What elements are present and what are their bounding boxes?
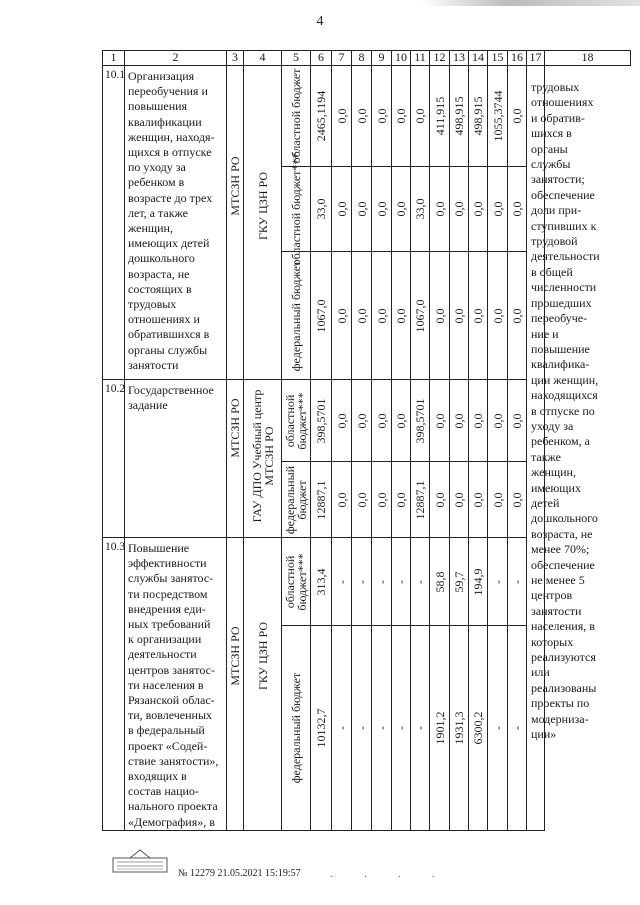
text-line: «Демография», в	[128, 814, 215, 829]
row-name	[125, 66, 227, 380]
value-cell: 2465,1194	[311, 66, 332, 167]
text-line: детей	[531, 495, 560, 510]
text-line: находящихся	[531, 388, 598, 403]
executor-cell: МТСЗН РО	[227, 538, 244, 831]
text-line: переобуче-	[531, 311, 588, 326]
value-cell: -	[488, 626, 508, 831]
text-line: повышения	[128, 99, 188, 114]
text-line: ние и	[531, 326, 559, 341]
value-cell: 0,0	[488, 380, 508, 462]
value-cell: 0,0	[392, 252, 411, 380]
value-cell: 398,5701	[411, 380, 430, 462]
text-line: внедрения еди-	[128, 601, 206, 616]
text-line: центров	[531, 588, 573, 603]
value-cell: 6300,2	[469, 626, 488, 831]
text-line: Организация	[128, 69, 195, 83]
text-line: доли при-	[531, 203, 582, 218]
row-name	[125, 380, 227, 538]
header-cell-6: 6	[311, 51, 332, 66]
text-line: переобучения и	[128, 84, 208, 99]
text-line: численности	[531, 280, 597, 295]
value-cell: 12887,1	[311, 462, 332, 538]
value-cell: 0,0	[469, 252, 488, 380]
value-cell: -	[332, 626, 352, 831]
header-cell-15: 15	[488, 51, 508, 66]
value-cell: -	[392, 626, 411, 831]
text-line: проекты по	[531, 696, 590, 711]
scan-artifact	[420, 0, 640, 6]
value-cell: -	[392, 538, 411, 626]
text-line: реализованы	[531, 680, 597, 695]
executor-cell: МТСЗН РО	[227, 380, 244, 538]
value-cell: 0,0	[508, 380, 527, 462]
value-cell: 0,0	[430, 252, 450, 380]
source-cell: областной бюджет***	[282, 167, 311, 252]
value-cell: 498,915	[450, 66, 469, 167]
text-line: квалифика-	[531, 357, 590, 372]
text-line: центров занятос-	[128, 662, 215, 677]
value-cell: -	[411, 626, 430, 831]
value-cell: 0,0	[372, 167, 392, 252]
header-cell-7: 7	[332, 51, 352, 66]
value-cell: 1901,2	[430, 626, 450, 831]
header-cell-9: 9	[372, 51, 392, 66]
header-cell-1: 1	[103, 51, 125, 66]
value-cell: 398,5701	[311, 380, 332, 462]
text-line: трудовых	[128, 297, 177, 312]
value-cell: 0,0	[469, 462, 488, 538]
header-cell-13: 13	[450, 51, 469, 66]
value-cell: 0,0	[392, 66, 411, 167]
text-line: женщин,	[531, 465, 576, 480]
text-line: службы	[531, 157, 571, 172]
value-cell: 10132,7	[311, 626, 332, 831]
text-line: деятельности	[531, 249, 600, 264]
text-line: уходу за	[531, 418, 574, 433]
value-cell: 1067,0	[311, 252, 332, 380]
value-cell: 33,0	[411, 167, 430, 252]
value-cell: 0,0	[392, 380, 411, 462]
text-line: занятости;	[531, 172, 585, 187]
value-cell: 0,0	[508, 167, 527, 252]
text-line: входящих в	[128, 769, 187, 784]
performer-line: МТСЗН РО	[261, 426, 276, 486]
source-cell: областной бюджет***	[282, 380, 311, 462]
header-cell-17: 17	[527, 51, 545, 66]
value-cell: 0,0	[372, 462, 392, 538]
value-cell: 0,0	[332, 462, 352, 538]
text-line: реализуются	[531, 650, 596, 665]
text-line: возрасте до трех	[128, 190, 213, 205]
value-cell: 0,0	[450, 462, 469, 538]
header-cell-4: 4	[244, 51, 282, 66]
source-cell: областной бюджет	[282, 66, 311, 167]
text-line: службы занятос-	[128, 571, 214, 586]
text-line: имеющих	[531, 480, 581, 495]
value-cell: 498,915	[469, 66, 488, 167]
source-cell: федеральный бюджет	[282, 252, 311, 380]
program-table	[102, 50, 631, 831]
value-cell: 0,0	[392, 462, 411, 538]
performer-cell	[244, 380, 282, 538]
row-10-1-sub-a	[103, 66, 631, 167]
text-line: лет, а также	[128, 205, 188, 220]
value-cell: -	[332, 538, 352, 626]
value-cell: 0,0	[508, 252, 527, 380]
value-cell: 0,0	[488, 252, 508, 380]
text-line: ных требований	[128, 617, 211, 632]
value-cell: 59,7	[450, 538, 469, 626]
value-cell: -	[352, 538, 372, 626]
value-cell: 0,0	[352, 167, 372, 252]
value-cell: 0,0	[430, 462, 450, 538]
text-line: дошкольного	[128, 251, 195, 266]
header-row	[103, 51, 631, 66]
expected-result-cell	[527, 66, 600, 831]
text-line: Повышение	[128, 541, 190, 555]
text-line: занятости	[531, 603, 582, 618]
text-line: задание	[128, 398, 168, 413]
text-line: Государственное	[128, 383, 214, 397]
value-cell: 0,0	[469, 167, 488, 252]
text-line: женщин,	[128, 221, 173, 236]
value-cell: 0,0	[450, 380, 469, 462]
value-cell: 313,4	[311, 538, 332, 626]
text-line: трудовой	[531, 234, 578, 249]
text-line: трудовых	[531, 80, 580, 94]
value-cell: -	[488, 538, 508, 626]
header-cell-12: 12	[430, 51, 450, 66]
text-line: или	[531, 665, 550, 680]
value-cell: 0,0	[392, 167, 411, 252]
value-cell: 1055,3744	[488, 66, 508, 167]
value-cell: 0,0	[372, 66, 392, 167]
value-cell: 1067,0	[411, 252, 430, 380]
text-line: в общей	[531, 264, 573, 279]
text-line: ции женщин,	[531, 372, 599, 387]
header-cell-3: 3	[227, 51, 244, 66]
value-cell: 0,0	[488, 462, 508, 538]
value-cell: 0,0	[488, 167, 508, 252]
header-cell-11: 11	[411, 51, 430, 66]
header-cell-18: 18	[545, 51, 631, 66]
row-number: 10.2	[103, 380, 125, 538]
text-line: ребенком в	[128, 175, 185, 190]
text-line: и обратив-	[531, 110, 585, 125]
performer-cell: ГКУ ЦЗН РО	[244, 538, 282, 831]
value-cell: 0,0	[430, 380, 450, 462]
text-line: менее 70%;	[531, 542, 590, 557]
text-line: дошкольного	[531, 511, 598, 526]
text-line: обеспечение	[531, 187, 595, 202]
value-cell: -	[372, 626, 392, 831]
text-line: квалификации	[128, 114, 202, 129]
value-cell: 0,0	[469, 380, 488, 462]
text-line: в федеральный	[128, 723, 205, 738]
row-number: 10.3	[103, 538, 125, 831]
value-cell: 33,0	[311, 167, 332, 252]
value-cell: 0,0	[352, 462, 372, 538]
text-line: к организации	[128, 632, 202, 647]
text-line: возраста, не	[531, 526, 593, 541]
header-cell-16: 16	[508, 51, 527, 66]
value-cell: -	[411, 538, 430, 626]
value-cell: -	[352, 626, 372, 831]
value-cell: -	[508, 626, 527, 831]
text-line: органы	[531, 141, 568, 156]
text-line: занятости	[128, 357, 179, 372]
performer-cell: ГКУ ЦЗН РО	[244, 66, 282, 380]
value-cell: 0,0	[332, 380, 352, 462]
value-cell: 58,8	[430, 538, 450, 626]
text-line: не менее 5	[531, 573, 585, 587]
text-line: модерниза-	[531, 711, 589, 726]
executor-cell: МТСЗН РО	[227, 66, 244, 380]
registration-number: № 12279 21.05.2021 15:19:57	[178, 868, 301, 879]
text-line: проект «Содей-	[128, 738, 208, 753]
text-line: имеющих детей	[128, 236, 210, 251]
text-line: в отпуске по	[531, 403, 595, 418]
value-cell: -	[372, 538, 392, 626]
text-line: ти населения в	[128, 677, 204, 692]
source-cell: областной бюджет***	[282, 538, 311, 626]
text-line: ти, вовлеченных	[128, 708, 213, 723]
text-line: женщин, находя-	[128, 129, 215, 144]
text-line: состав нацио-	[128, 784, 199, 799]
text-line: Рязанской облас-	[128, 693, 215, 708]
row-name	[125, 538, 227, 831]
value-cell: 12887,1	[411, 462, 430, 538]
value-cell: 0,0	[332, 167, 352, 252]
text-line: повышение	[531, 341, 590, 356]
value-cell: 194,9	[469, 538, 488, 626]
text-line: эффективности	[128, 556, 207, 571]
header-cell-5: 5	[282, 51, 311, 66]
value-cell: 0,0	[508, 462, 527, 538]
text-line: обеспечение	[531, 557, 595, 572]
value-cell: 0,0	[450, 252, 469, 380]
row-number: 10.1	[103, 66, 125, 380]
value-cell: 0,0	[352, 380, 372, 462]
text-line: состоящих в	[128, 281, 192, 296]
text-line: органы службы	[128, 342, 208, 357]
value-cell: 1931,3	[450, 626, 469, 831]
performer-line: ГАУ ДПО Учебный центр	[249, 389, 264, 523]
value-cell: 0,0	[411, 66, 430, 167]
text-line: ступивших к	[531, 218, 597, 233]
text-line: населения, в	[531, 619, 595, 634]
value-cell: 0,0	[430, 167, 450, 252]
text-line: отношениях и	[128, 312, 200, 327]
header-cell-10: 10	[392, 51, 411, 66]
text-line: по уходу за	[128, 160, 186, 175]
text-line: ребенком, а	[531, 434, 590, 449]
source-cell: федеральный бюджет	[282, 462, 311, 538]
value-cell: 411,915	[430, 66, 450, 167]
text-line: ти посредством	[128, 586, 208, 601]
value-cell: 0,0	[332, 66, 352, 167]
value-cell: 0,0	[372, 252, 392, 380]
text-line: обратившихся в	[128, 327, 210, 342]
footer	[112, 848, 312, 888]
value-cell: 0,0	[450, 167, 469, 252]
text-line: ции»	[531, 727, 557, 742]
scan-dots: · · · ·	[330, 872, 449, 883]
text-line: ствие занятости»,	[128, 753, 219, 768]
value-cell: 0,0	[352, 66, 372, 167]
header-cell-14: 14	[469, 51, 488, 66]
text-line: щихся в отпуске	[128, 145, 212, 160]
text-line: также	[531, 449, 562, 464]
text-line: нального проекта	[128, 799, 218, 814]
value-cell: 0,0	[352, 252, 372, 380]
text-line: деятельности	[128, 647, 197, 662]
value-cell: 0,0	[508, 66, 527, 167]
value-cell: -	[508, 538, 527, 626]
seal-stamp-icon	[112, 848, 168, 874]
header-cell-8: 8	[352, 51, 372, 66]
value-cell: 0,0	[332, 252, 352, 380]
text-line: возраста, не	[128, 266, 190, 281]
text-line: отношениях	[531, 95, 594, 110]
text-line: шихся в	[531, 126, 572, 141]
text-line: прошедших	[531, 295, 592, 310]
text-line: которых	[531, 634, 574, 649]
page-number: 4	[316, 14, 324, 29]
source-cell: федеральный бюджет	[282, 626, 311, 831]
value-cell: 0,0	[372, 380, 392, 462]
header-cell-2: 2	[125, 51, 227, 66]
